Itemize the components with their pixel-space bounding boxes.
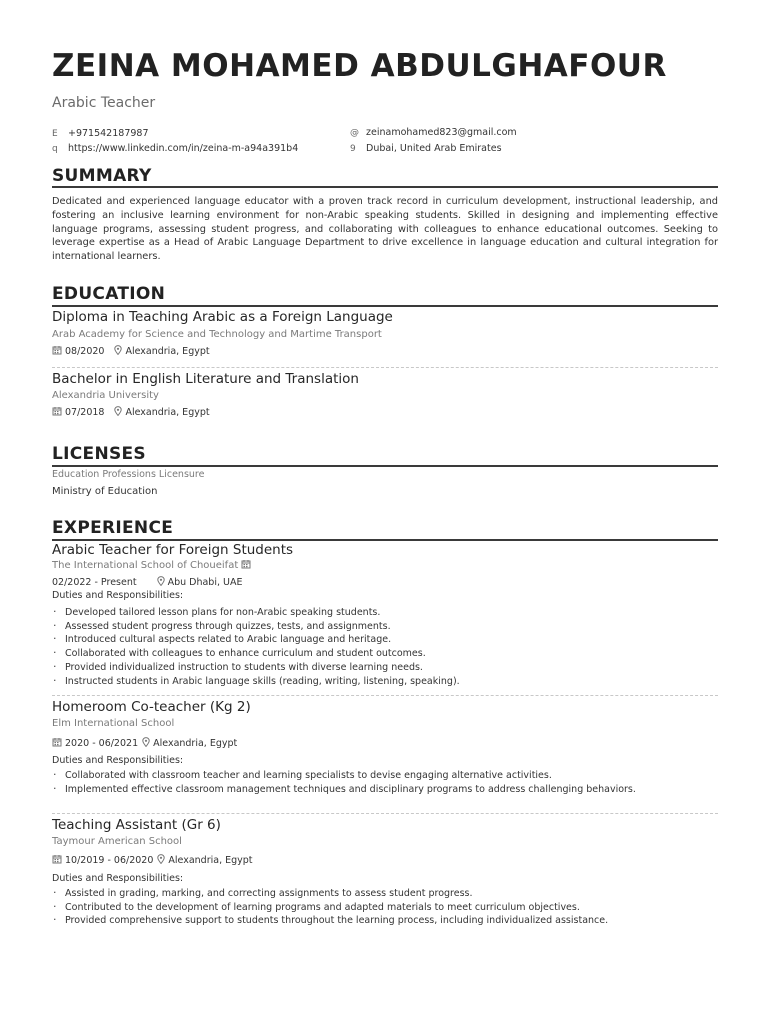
list-item: · Assisted in grading, marking, and correcting assignments to assess student progress. [52,887,718,901]
linkedin-link[interactable]: https://www.linkedin.com/in/zeina-m-a94a391b4 [68,143,299,154]
phone-number[interactable]: +971542187987 [68,128,149,139]
job-meta [52,576,242,588]
section-divider [52,465,718,467]
section-divider [52,186,718,188]
list-item: · Implemented effective classroom management techniques and disciplinary programs to address challenging behaviors. [52,785,718,796]
list-item: · Introduced cultural aspects related to Arabic language and heritage. [52,633,718,647]
phone-contact [52,128,149,139]
calendar-icon [52,737,62,749]
list-item: · Provided comprehensive support to students throughout the learning process, including individualized assistance. [52,914,718,928]
duties-label: Duties and Responsibilities: [52,590,184,601]
education-location: Alexandria, Egypt [125,346,210,357]
map-pin-icon [114,406,122,418]
map-pin-icon [157,576,165,588]
education-heading: EDUCATION [52,284,166,304]
education-meta [52,406,210,418]
job-employer [52,559,251,571]
summary-text: Dedicated and experienced language educator with a proven track record in curriculum development, instructional leadership, and fostering an inclusive learning environment for non-Arabic speaking students. Skilled in designing and implementing effective language programs, assessing student progress, and collaborating with colleagues to enhance educational outcomes. Seeking to leverage expertise as a Head of Arabic Language Department to drive excellence in language education and cultural integration for international learners. [52,196,718,263]
list-item: · Provided individualized instruction to students with diverse learning needs. [52,661,718,675]
job-title: Arabic Teacher [52,95,156,111]
education-school: Alexandria University [52,390,159,401]
duties-list [52,606,718,688]
entry-divider [52,813,718,814]
phone-icon: E [52,129,58,139]
education-meta [52,345,210,357]
summary-heading: SUMMARY [52,166,152,186]
linkedin-contact [52,143,298,154]
job-title-entry: Homeroom Co-teacher (Kg 2) [52,699,251,715]
candidate-name: ZEINA MOHAMED ABDULGHAFOUR [52,48,667,84]
job-location: Alexandria, Egypt [168,855,253,866]
email-icon: @ [350,128,359,138]
list-item: · Instructed students in Arabic language skills (reading, writing, listening, speaking). [52,675,718,689]
job-date: 2020 - 06/2021 [65,738,139,749]
email-contact [350,127,517,138]
job-title-entry: Teaching Assistant (Gr 6) [52,817,221,833]
calendar-icon [52,854,62,866]
location-icon: 9 [350,144,356,154]
entry-divider [52,367,718,368]
section-divider [52,539,718,541]
duties-list [52,887,718,928]
map-pin-icon [114,345,122,357]
education-location: Alexandria, Egypt [125,407,210,418]
education-degree: Diploma in Teaching Arabic as a Foreign Language [52,309,393,325]
duties-label: Duties and Responsibilities: [52,873,184,884]
map-pin-icon [157,854,165,866]
job-title-entry: Arabic Teacher for Foreign Students [52,542,294,558]
duties-label: Duties and Responsibilities: [52,755,184,766]
list-item: · Contributed to the development of learning programs and adapted materials to meet curriculum objectives. [52,901,718,915]
licenses-heading: LICENSES [52,444,146,464]
duties-list [52,769,718,795]
job-date: 10/2019 - 06/2020 [65,855,154,866]
education-degree: Bachelor in English Literature and Translation [52,371,359,387]
calendar-icon [52,406,62,418]
license-name: Education Professions Licensure [52,469,205,480]
employer-name: The International School of Choueifat [52,560,239,571]
job-meta [52,737,237,749]
list-item: · Collaborated with colleagues to enhance curriculum and student outcomes. [52,647,718,661]
employer-name: Elm International School [52,718,175,729]
education-date: 07/2018 [65,407,105,418]
location-text: Dubai, United Arab Emirates [366,143,502,154]
location-contact [350,143,502,154]
experience-heading: EXPERIENCE [52,518,174,538]
list-item: · Developed tailored lesson plans for non-Arabic speaking students. [52,606,718,620]
job-location: Alexandria, Egypt [153,738,238,749]
employer-name: Taymour American School [52,836,182,847]
job-date: 02/2022 - Present [52,577,137,588]
license-issuer: Ministry of Education [52,486,158,497]
job-location: Abu Dhabi, UAE [167,577,243,588]
calendar-icon [52,345,62,357]
calendar-icon [241,560,251,571]
list-item: · Collaborated with classroom teacher and learning specialists to devise engaging alternative activities. [52,769,718,783]
list-item: · Assessed student progress through quizzes, tests, and assignments. [52,620,718,634]
linkedin-icon: q [52,144,58,154]
entry-divider [52,695,718,696]
section-divider [52,305,718,307]
job-meta [52,854,253,866]
education-date: 08/2020 [65,346,105,357]
map-pin-icon [142,737,150,749]
education-school: Arab Academy for Science and Technology and Martime Transport [52,329,382,340]
email-address[interactable]: zeinamohamed823@gmail.com [366,127,517,138]
